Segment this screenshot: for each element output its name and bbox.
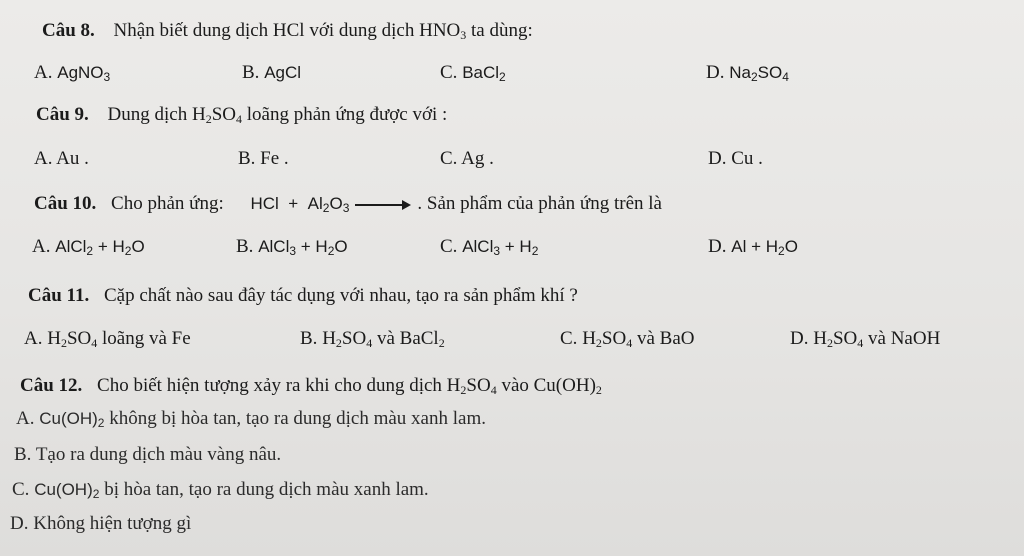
question-11-option-d[interactable]: D. $H_2SO_4$ và NaOH (790, 328, 941, 350)
question-8-option-d[interactable]: D. $Na_2SO_4$ (706, 62, 789, 84)
question-8-option-a[interactable]: A. AgNO$_3$ (34, 62, 111, 84)
question-10-option-b[interactable]: B. AlCl$_3$ + $H_2O$ (236, 236, 348, 258)
question-11-stem: Câu 11. Cặp chất nào sau đây tác dụng với nhau, tạo ra sản phẩm khí ? (28, 285, 578, 306)
question-9-option-c[interactable]: C. Ag . (440, 148, 494, 169)
question-9-option-a[interactable]: A. Au . (34, 148, 89, 169)
question-10-option-c[interactable]: C. AlCl$_3$ + $H_2$ (440, 236, 539, 258)
question-9-stem: Câu 9. Dung dịch $H_2SO_4$ loãng phản ứng được với : (36, 104, 448, 126)
reaction-equation: HCl + $Al_2O_3$ (250, 194, 350, 215)
question-10-option-a[interactable]: A. AlCl$_2$ + $H_2O$ (32, 236, 145, 258)
question-8-stem (42, 19, 533, 43)
question-12-option-c[interactable]: C. $Cu(OH)_2$ bị hòa tan, tạo ra dung dịch màu xanh lam. (12, 479, 429, 501)
question-9-number: Câu 9. (36, 104, 89, 125)
question-10-option-d[interactable]: D. $Al + H_2O$ (708, 236, 798, 258)
question-11-option-c[interactable]: C. $H_2SO_4$ và BaO (560, 328, 695, 350)
question-8-text-end: ta dùng: (466, 20, 533, 41)
question-10-stem: Câu 10. Cho phản ứng: HCl + $Al_2O_3$ . Sản phẩm của phản ứng trên là (34, 193, 662, 215)
question-11-option-a[interactable]: A. $H_2SO_4$ loãng và Fe (24, 328, 191, 350)
question-9-option-d[interactable]: D. Cu . (708, 148, 763, 169)
question-9-option-b[interactable]: B. Fe . (238, 148, 289, 169)
question-12-option-d[interactable]: D. Không hiện tượng gì (10, 513, 192, 534)
question-12-stem: Câu 12. Cho biết hiện tượng xảy ra khi cho dung dịch $H_2SO_4$ vào $Cu(OH)_2$ (20, 375, 602, 397)
question-12-number: Câu 12. (20, 375, 83, 396)
reaction-arrow-icon (355, 204, 409, 206)
question-12-option-a[interactable]: A. $Cu(OH)_2$ không bị hòa tan, tạo ra dung dịch màu xanh lam. (16, 408, 486, 430)
question-12-option-b[interactable]: B. Tạo ra dung dịch màu vàng nâu. (14, 444, 282, 465)
question-8-sub: 3 (460, 28, 467, 42)
question-11-number: Câu 11. (28, 285, 90, 306)
question-8-option-c[interactable]: C. BaCl$_2$ (440, 62, 506, 84)
question-8-number: Câu 8. (42, 20, 95, 41)
question-10-number: Câu 10. (34, 193, 97, 214)
question-8-option-b[interactable]: B. AgCl (242, 62, 302, 83)
question-8-text: Nhận biết dung dịch HCl với dung dịch HNO (113, 20, 461, 41)
question-11-option-b[interactable]: B. $H_2SO_4$ và BaCl$_2$ (300, 328, 445, 350)
